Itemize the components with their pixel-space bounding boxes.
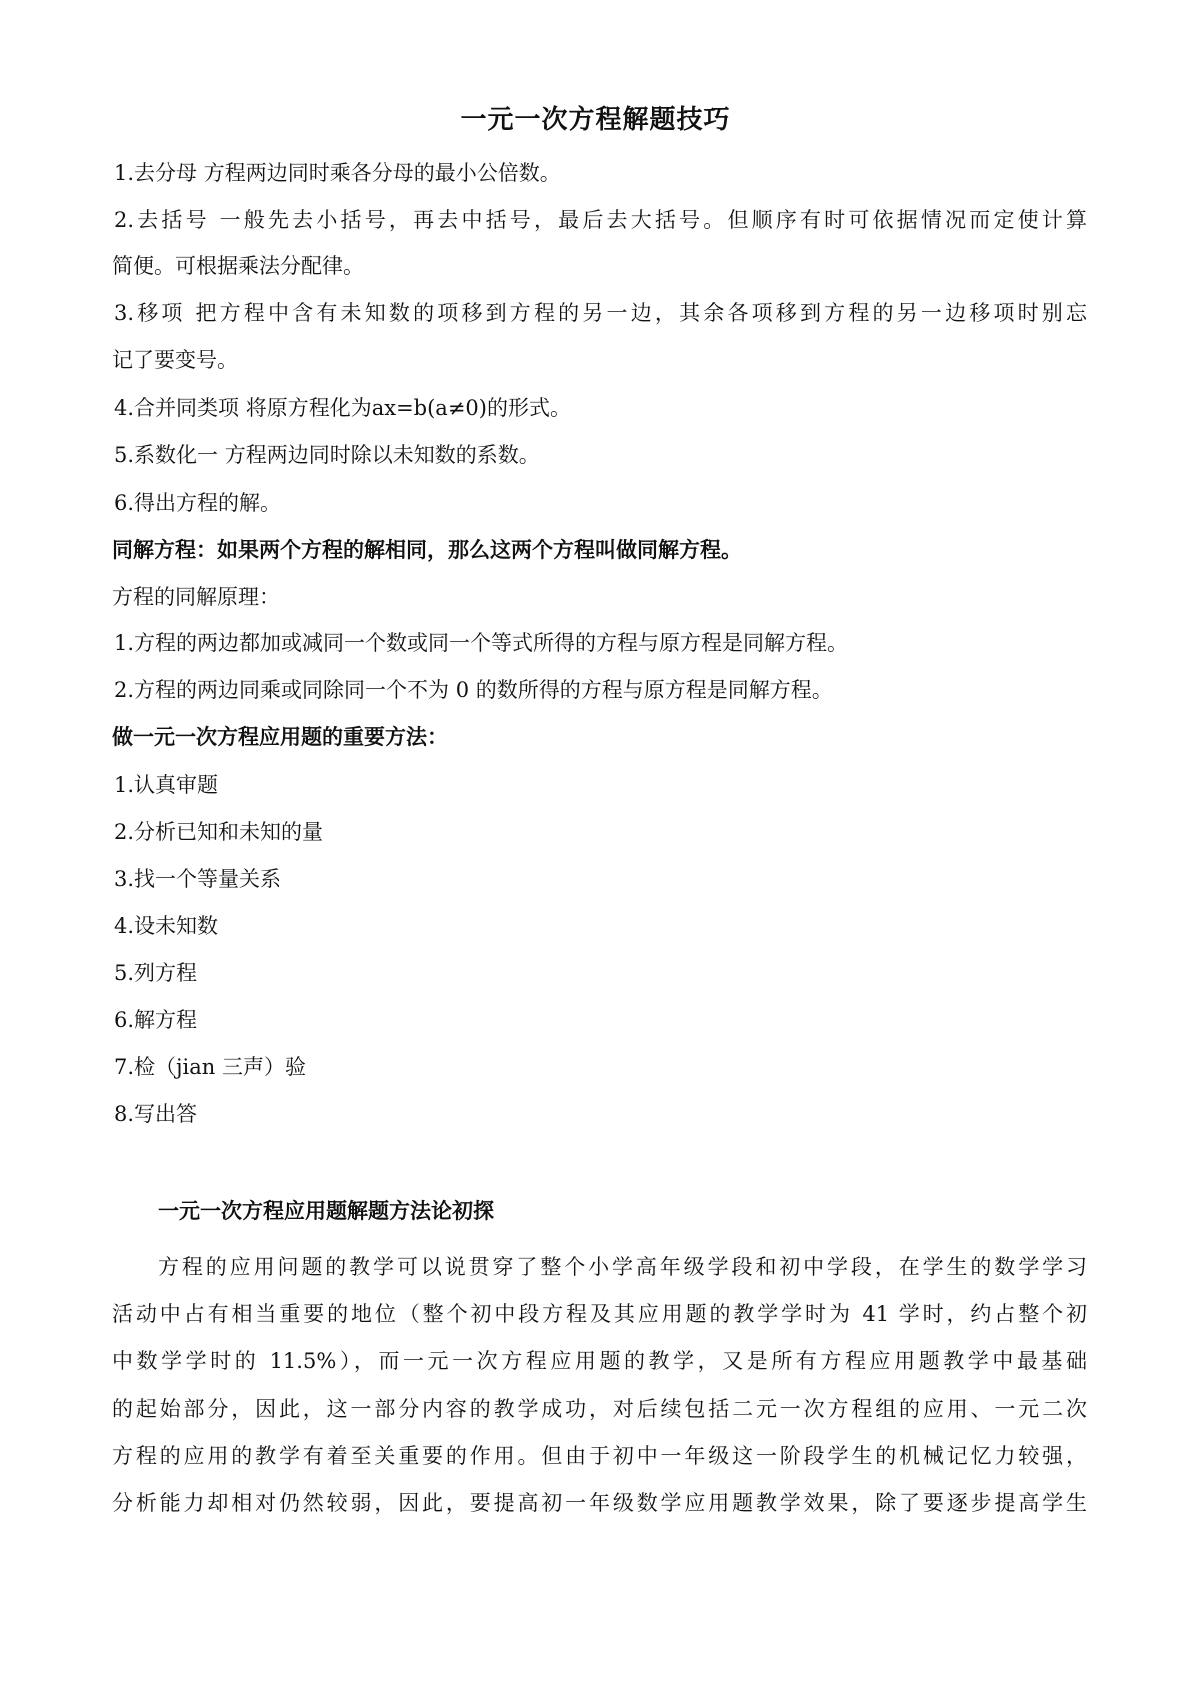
paragraph-line: 活动中占有相当重要的地位（整个初中段方程及其应用题的教学学时为 41 学时，约占整个初	[112, 1302, 1087, 1326]
principle-line: 2.方程的两边同乘或同除同一个不为 0 的数所得的方程与原方程是同解方程。	[114, 678, 833, 702]
step-line: 6.得出方程的解。	[114, 491, 282, 515]
methods-heading: 做一元一次方程应用题的重要方法：	[112, 724, 448, 749]
method-item: 6.解方程	[114, 1008, 198, 1032]
section-title: 一元一次方程应用题解题方法论初探	[158, 1198, 494, 1223]
method-item: 8.写出答	[114, 1102, 198, 1126]
step-line: 4.合并同类项 将原方程化为ax=b(a≠0)的形式。	[114, 396, 571, 420]
principle-heading: 方程的同解原理：	[112, 585, 280, 609]
paragraph-line: 的起始部分，因此，这一部分内容的教学成功，对后续包括二元一次方程组的应用、一元二次	[112, 1397, 1087, 1421]
definition-line: 同解方程：如果两个方程的解相同，那么这两个方程叫做同解方程。	[112, 537, 742, 562]
step-line: 2.去括号 一般先去小括号，再去中括号，最后去大括号。但顺序有时可依据情况而定使计算	[114, 208, 1087, 232]
document-title: 一元一次方程解题技巧	[460, 105, 731, 135]
method-item: 5.列方程	[114, 961, 198, 985]
method-item: 1.认真审题	[114, 773, 219, 797]
method-item: 2.分析已知和未知的量	[114, 820, 324, 844]
paragraph-line: 方程的应用的教学有着至关重要的作用。但由于初中一年级这一阶段学生的机械记忆力较强，	[112, 1444, 1087, 1468]
method-item: 4.设未知数	[114, 914, 219, 938]
principle-line: 1.方程的两边都加或减同一个数或同一个等式所得的方程与原方程是同解方程。	[114, 631, 849, 655]
method-item: 7.检（jian 三声）验	[114, 1055, 306, 1079]
step-line-continuation: 记了要变号。	[112, 348, 238, 372]
step-line: 3.移项 把方程中含有未知数的项移到方程的另一边，其余各项移到方程的另一边移项时别忘	[114, 301, 1087, 325]
step-line-continuation: 简便。可根据乘法分配律。	[112, 254, 364, 278]
step-line: 1.去分母 方程两边同时乘各分母的最小公倍数。	[114, 161, 561, 185]
method-item: 3.找一个等量关系	[114, 867, 282, 891]
paragraph-line: 中数学学时的 11.5%），而一元一次方程应用题的教学，又是所有方程应用题教学中最基础	[112, 1349, 1087, 1373]
paragraph-line: 分析能力却相对仍然较弱，因此，要提高初一年级数学应用题教学效果，除了要逐步提高学生	[112, 1491, 1087, 1515]
paragraph-line: 方程的应用问题的教学可以说贯穿了整个小学高年级学段和初中学段，在学生的数学学习	[158, 1255, 1087, 1279]
step-line: 5.系数化一 方程两边同时除以未知数的系数。	[114, 443, 540, 467]
